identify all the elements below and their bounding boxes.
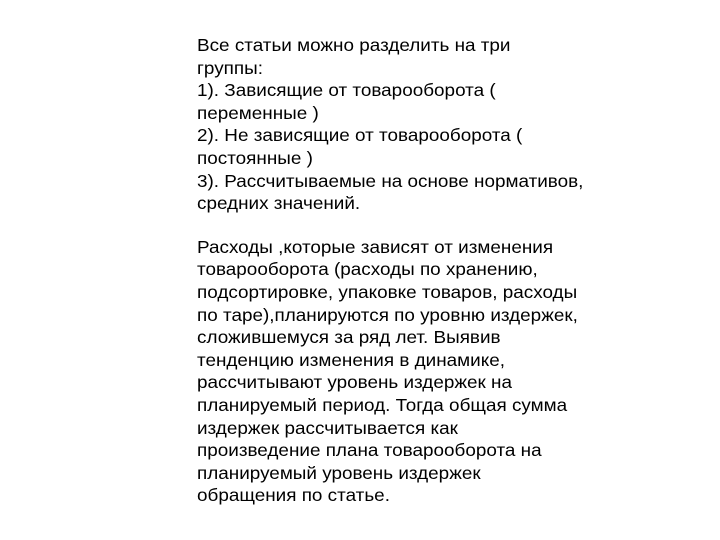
text-line: товарооборота (расходы по хранению, <box>197 259 538 280</box>
slide-text <box>197 34 651 507</box>
text-line: сложившемуся за ряд лет. Выявив <box>197 327 501 348</box>
text-line: подсортировке, упаковке товаров, расходы <box>197 281 578 302</box>
paragraph-spacer <box>197 215 651 236</box>
text-line: 2). Не зависящие от товарооборота ( <box>197 125 523 146</box>
text-line: по таре),планируются по уровню издержек, <box>197 304 578 325</box>
text-line: постоянные ) <box>197 147 313 168</box>
text-line: рассчитывают уровень издержек на <box>197 372 512 393</box>
text-line: издержек рассчитывается как <box>197 417 458 438</box>
text-line: планируемый уровень издержек <box>197 462 481 483</box>
text-line: 3). Рассчитываемые на основе нормативов, <box>197 170 584 191</box>
intro-paragraph <box>197 34 651 215</box>
body-paragraph <box>197 236 651 507</box>
text-line: группы: <box>197 57 263 78</box>
text-line: тенденцию изменения в динамике, <box>197 349 505 370</box>
text-line: планируемый период. Тогда общая сумма <box>197 394 568 415</box>
text-line: Расходы ,которые зависят от изменения <box>197 236 554 257</box>
text-line: переменные ) <box>197 102 319 123</box>
text-line: 1). Зависящие от товарооборота ( <box>197 80 496 101</box>
text-line: средних значений. <box>197 193 361 214</box>
text-line: обращения по статье. <box>197 485 390 506</box>
text-line: произведение плана товарооборота на <box>197 440 542 461</box>
text-line: Все статьи можно разделить на три <box>197 35 511 55</box>
